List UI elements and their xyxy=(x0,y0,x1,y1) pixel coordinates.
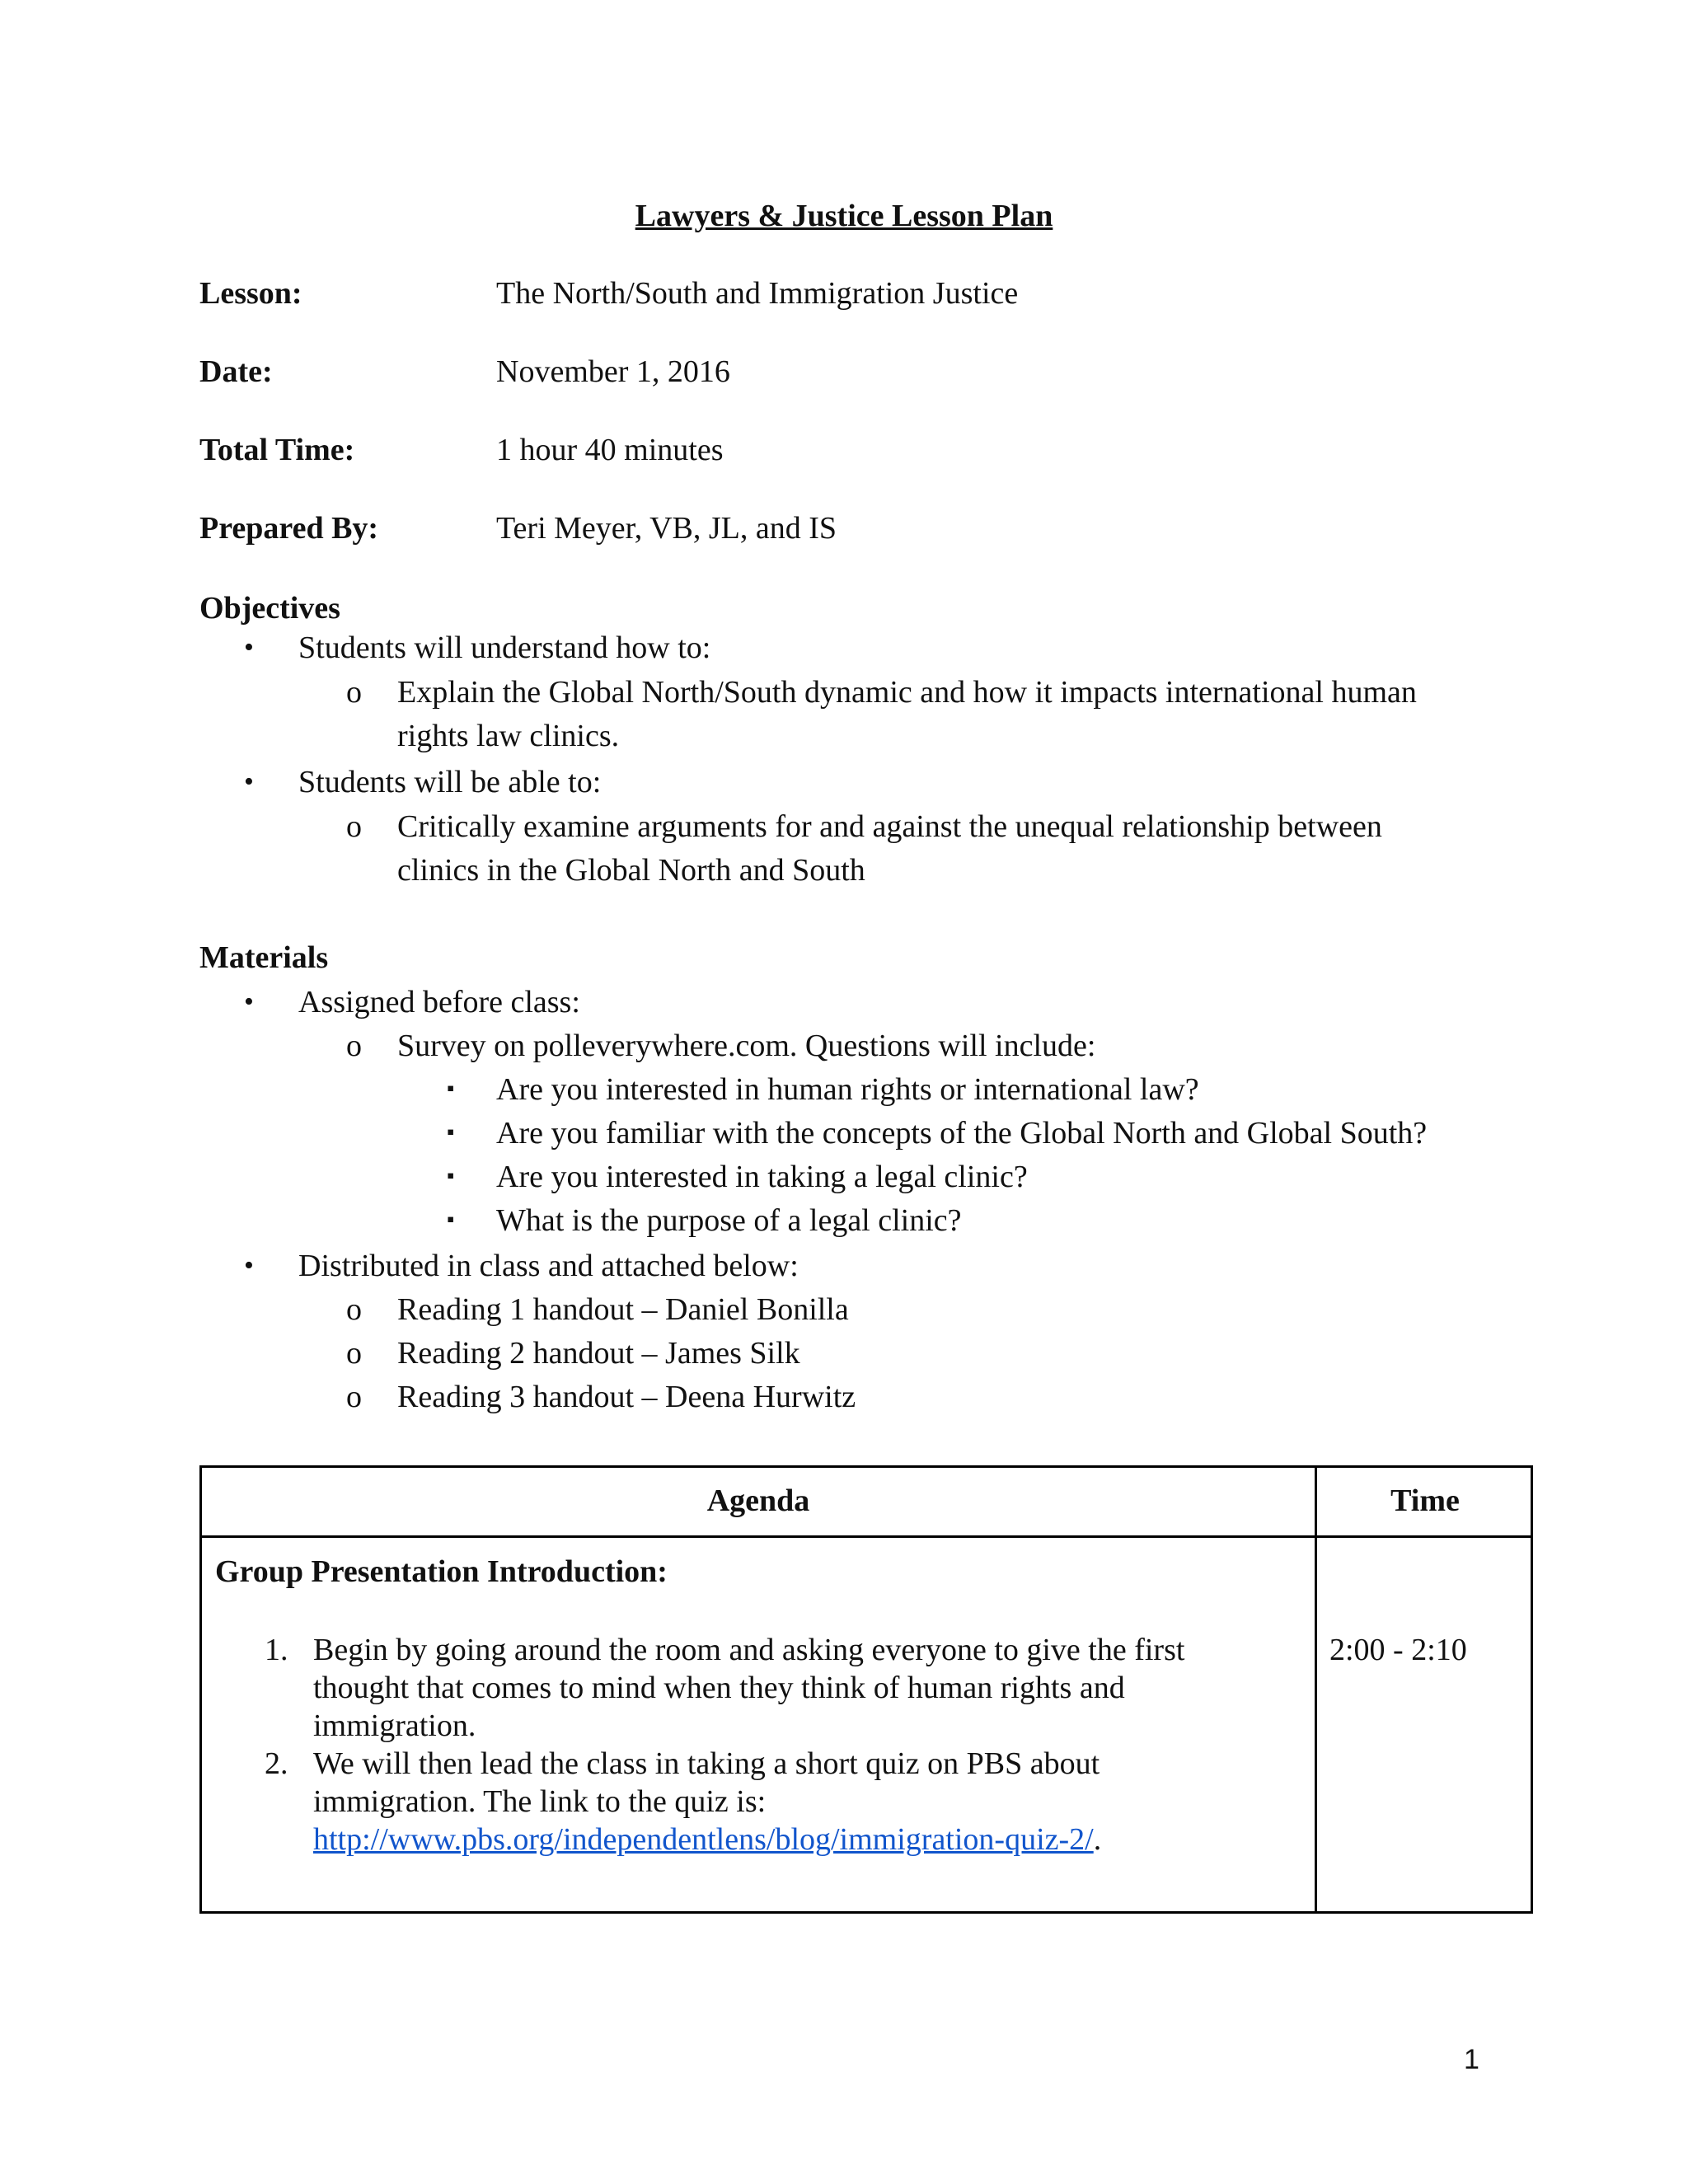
agenda-section-title: Group Presentation Introduction: xyxy=(215,1554,668,1589)
materials-item: Assigned before class: xyxy=(298,985,580,1019)
reading-item: Reading 1 handout – Daniel Bonilla xyxy=(397,1292,849,1327)
bullet-icon: • xyxy=(244,987,254,1017)
header-divider xyxy=(202,1535,1531,1538)
quiz-link[interactable]: http://www.pbs.org/independentlens/blog/immigration-quiz-2/ xyxy=(313,1822,1094,1857)
step-number: 2. xyxy=(265,1746,288,1781)
square-bullet-icon: ▪ xyxy=(447,1207,455,1231)
objective-subitem-cont: rights law clinics. xyxy=(397,719,620,753)
square-bullet-icon: ▪ xyxy=(447,1076,455,1100)
survey-question: Are you interested in taking a legal clinic? xyxy=(496,1160,1028,1194)
survey-description: Survey on polleverywhere.com. Questions will include: xyxy=(397,1029,1096,1063)
circle-bullet-icon: o xyxy=(346,1380,362,1414)
date-value: November 1, 2016 xyxy=(496,354,730,389)
quiz-link-line xyxy=(313,1821,1101,1858)
circle-bullet-icon: o xyxy=(346,1292,362,1327)
square-bullet-icon: ▪ xyxy=(447,1120,455,1144)
materials-item: Distributed in class and attached below: xyxy=(298,1249,799,1283)
prepared-by-value: Teri Meyer, VB, JL, and IS xyxy=(496,511,837,546)
square-bullet-icon: ▪ xyxy=(447,1164,455,1188)
objectives-heading: Objectives xyxy=(199,591,340,626)
bullet-icon: • xyxy=(244,766,254,797)
date-label: Date: xyxy=(199,354,273,389)
document-title: Lawyers & Justice Lesson Plan xyxy=(635,199,1053,233)
page-number: 1 xyxy=(1464,2044,1479,2075)
reading-item: Reading 3 handout – Deena Hurwitz xyxy=(397,1380,856,1414)
lesson-label: Lesson: xyxy=(199,276,302,311)
agenda-column-header: Agenda xyxy=(706,1483,810,1518)
step-text: Begin by going around the room and asking everyone to give the first xyxy=(313,1633,1185,1667)
link-period: . xyxy=(1093,1822,1102,1857)
objective-subitem: Critically examine arguments for and against the unequal relationship between xyxy=(397,809,1382,844)
step-text: immigration. The link to the quiz is: xyxy=(313,1784,767,1819)
agenda-table xyxy=(199,1465,1533,1914)
objective-item: Students will be able to: xyxy=(298,765,602,799)
total-time-label: Total Time: xyxy=(199,433,355,467)
step-text: thought that comes to mind when they think of human rights and xyxy=(313,1671,1125,1705)
bullet-icon: • xyxy=(244,632,254,663)
total-time-value: 1 hour 40 minutes xyxy=(496,433,724,467)
step-text: immigration. xyxy=(313,1708,476,1743)
survey-question: Are you interested in human rights or international law? xyxy=(496,1072,1199,1107)
survey-question: What is the purpose of a legal clinic? xyxy=(496,1203,962,1238)
circle-bullet-icon: o xyxy=(346,809,362,844)
objective-subitem: Explain the Global North/South dynamic and how it impacts international human xyxy=(397,675,1417,710)
prepared-by-label: Prepared By: xyxy=(199,511,379,546)
objective-item: Students will understand how to: xyxy=(298,630,711,665)
time-column-header: Time xyxy=(1390,1483,1460,1518)
reading-item: Reading 2 handout – James Silk xyxy=(397,1336,800,1371)
objective-subitem-cont: clinics in the Global North and South xyxy=(397,853,865,888)
lesson-value: The North/South and Immigration Justice xyxy=(496,276,1019,311)
column-divider xyxy=(1315,1468,1317,1911)
circle-bullet-icon: o xyxy=(346,1029,362,1063)
circle-bullet-icon: o xyxy=(346,675,362,710)
step-text: We will then lead the class in taking a short quiz on PBS about xyxy=(313,1746,1100,1781)
bullet-icon: • xyxy=(244,1250,254,1281)
agenda-time: 2:00 - 2:10 xyxy=(1329,1633,1467,1667)
circle-bullet-icon: o xyxy=(346,1336,362,1371)
survey-question: Are you familiar with the concepts of the Global North and Global South? xyxy=(496,1116,1428,1151)
materials-heading: Materials xyxy=(199,940,329,975)
step-number: 1. xyxy=(265,1633,288,1667)
